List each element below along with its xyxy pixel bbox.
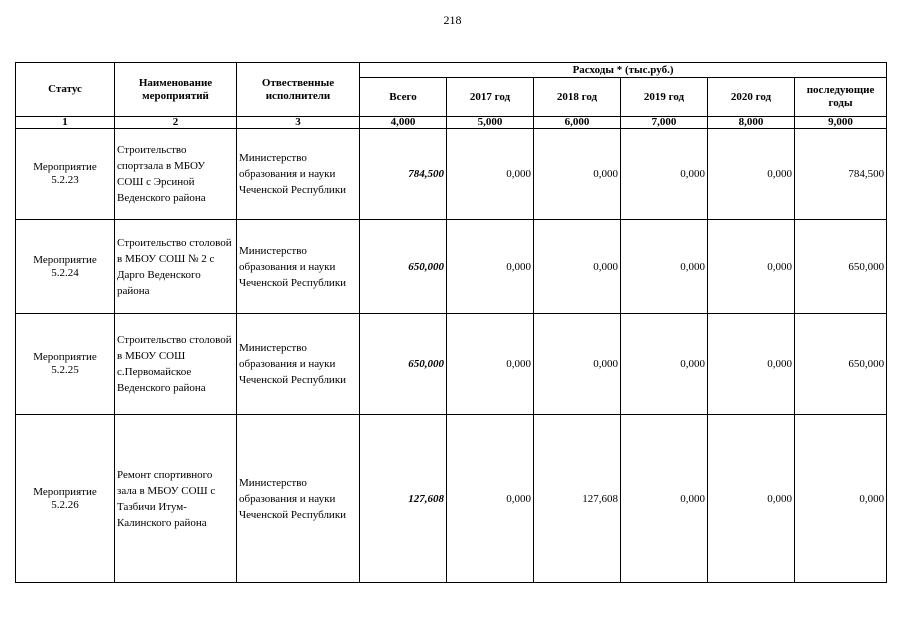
column-number: 1 <box>16 117 115 129</box>
total-value: 127,608 <box>360 415 447 583</box>
executor: Министерство образования и науки Чеченской Республики <box>237 415 360 583</box>
status-code: 5.2.25 <box>51 364 79 376</box>
table-row <box>16 314 887 415</box>
header-total: Всего <box>360 78 447 117</box>
column-number: 2 <box>115 117 237 129</box>
status-cell <box>16 129 115 220</box>
event-name: Строительство столовой в МБОУ СОШ с.Первомайское Веденского района <box>115 314 237 415</box>
value-2019: 0,000 <box>621 220 708 314</box>
column-number: 9,000 <box>795 117 887 129</box>
total-value: 650,000 <box>360 220 447 314</box>
header-expenses: Расходы * (тыс.руб.) <box>360 63 887 78</box>
column-number: 8,000 <box>708 117 795 129</box>
status-label: Мероприятие <box>33 253 97 266</box>
value-2017: 0,000 <box>447 129 534 220</box>
status-cell <box>16 314 115 415</box>
table-row <box>16 220 887 314</box>
status-label: Мероприятие <box>33 485 97 498</box>
header-later-years: последующие годы <box>795 78 887 117</box>
column-number: 4,000 <box>360 117 447 129</box>
column-numbering-row <box>16 117 887 129</box>
value-2018: 0,000 <box>534 314 621 415</box>
total-value: 784,500 <box>360 129 447 220</box>
event-name: Строительство столовой в МБОУ СОШ № 2 с Дарго Веденского района <box>115 220 237 314</box>
value-2020: 0,000 <box>708 220 795 314</box>
status-code: 5.2.23 <box>51 174 79 186</box>
value-2017: 0,000 <box>447 314 534 415</box>
event-name: Ремонт спортивного зала в МБОУ СОШ с Тазбичи Итум-Калинского района <box>115 415 237 583</box>
value-2020: 0,000 <box>708 129 795 220</box>
header-2017: 2017 год <box>447 78 534 117</box>
table-row <box>16 129 887 220</box>
value-2020: 0,000 <box>708 415 795 583</box>
column-number: 3 <box>237 117 360 129</box>
event-name: Строительство спортзала в МБОУ СОШ с Эрсиной Веденского района <box>115 129 237 220</box>
value-later-years: 650,000 <box>795 220 887 314</box>
value-later-years: 0,000 <box>795 415 887 583</box>
value-2019: 0,000 <box>621 129 708 220</box>
total-value: 650,000 <box>360 314 447 415</box>
value-2018: 0,000 <box>534 129 621 220</box>
value-2018: 127,608 <box>534 415 621 583</box>
status-label: Мероприятие <box>33 161 97 173</box>
executor: Министерство образования и науки Чеченской Республики <box>237 314 360 415</box>
executor: Министерство образования и науки Чеченской Республики <box>237 129 360 220</box>
value-2018: 0,000 <box>534 220 621 314</box>
value-2019: 0,000 <box>621 314 708 415</box>
status-cell <box>16 415 115 583</box>
column-number: 5,000 <box>447 117 534 129</box>
header-2020: 2020 год <box>708 78 795 117</box>
status-code: 5.2.24 <box>51 266 79 279</box>
expenses-table <box>15 62 887 583</box>
header-2018: 2018 год <box>534 78 621 117</box>
value-later-years: 650,000 <box>795 314 887 415</box>
table-row <box>16 415 887 583</box>
column-number: 6,000 <box>534 117 621 129</box>
header-status: Статус <box>16 63 115 117</box>
header-executors: Отвественные исполнители <box>237 63 360 117</box>
page-number: 218 <box>443 13 462 27</box>
column-number: 7,000 <box>621 117 708 129</box>
status-label: Мероприятие <box>33 351 97 363</box>
status-cell <box>16 220 115 314</box>
value-later-years: 784,500 <box>795 129 887 220</box>
status-code: 5.2.26 <box>51 498 79 511</box>
value-2019: 0,000 <box>621 415 708 583</box>
value-2017: 0,000 <box>447 220 534 314</box>
executor: Министерство образования и науки Чеченской Республики <box>237 220 360 314</box>
value-2020: 0,000 <box>708 314 795 415</box>
value-2017: 0,000 <box>447 415 534 583</box>
header-name: Наименование мероприятий <box>115 63 237 117</box>
header-2019: 2019 год <box>621 78 708 117</box>
